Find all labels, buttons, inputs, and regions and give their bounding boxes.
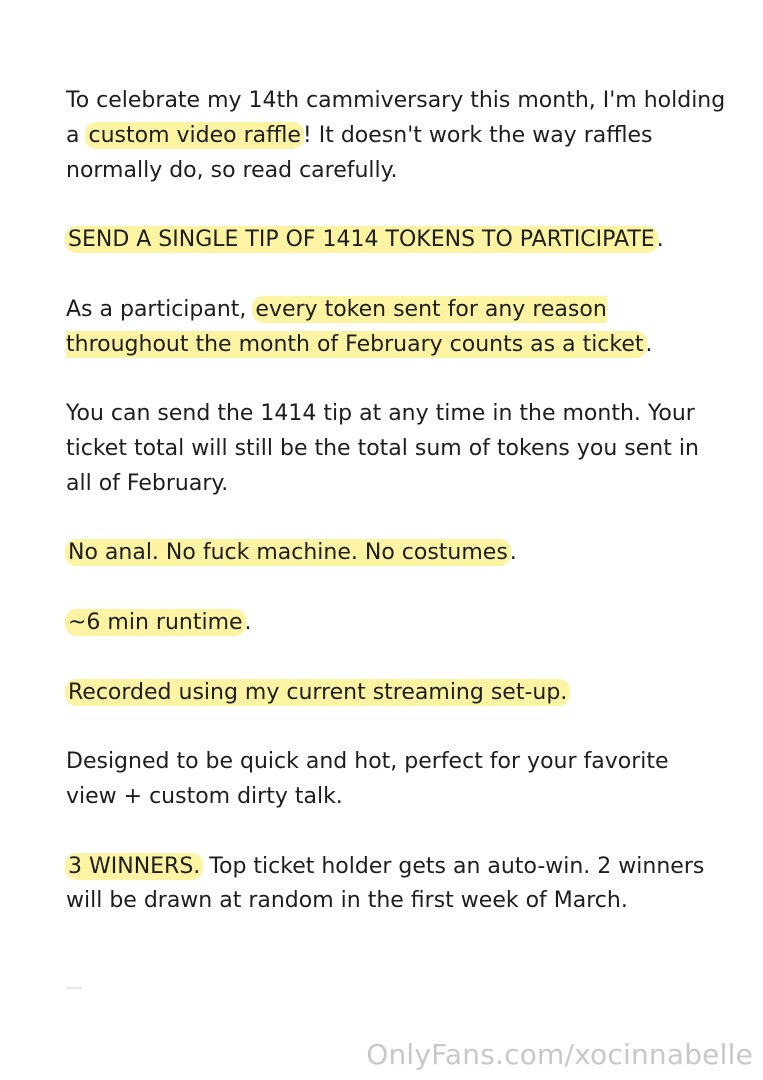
paragraph-participant xyxy=(66,293,726,363)
spacer xyxy=(66,188,726,223)
intro-text: To celebrate my 14th cammiversary this month, I'm holding a xyxy=(66,88,726,148)
participant-text-end: . xyxy=(645,331,653,357)
paragraph-tip-timing: You can send the 1414 tip at any time in the month. Your ticket total will still be the total sum of tokens you sent in all of February. xyxy=(66,401,699,496)
spacer xyxy=(66,571,726,606)
spacer xyxy=(66,815,726,850)
highlight-ticket-rule: every token sent for any reason throughout the month of February counts as a ticket xyxy=(66,296,644,357)
spacer xyxy=(66,502,726,537)
paragraph-winners xyxy=(66,850,726,920)
spacer xyxy=(66,362,726,397)
paragraph-tip-instruction xyxy=(66,223,726,258)
announcement-text xyxy=(66,84,726,919)
highlight-winners: 3 WINNERS. xyxy=(68,853,201,879)
highlight-recording: Recorded using my current streaming set-up. xyxy=(68,679,568,705)
spacer xyxy=(66,641,726,676)
paragraph-restrictions xyxy=(66,536,726,571)
paragraph-intro xyxy=(66,84,726,188)
watermark: OnlyFans.com/xocinnabelle xyxy=(366,1038,753,1071)
runtime-end: . xyxy=(244,609,252,635)
paragraph-runtime xyxy=(66,606,726,641)
highlight-restrictions: No anal. No fuck machine. No costumes xyxy=(68,540,508,566)
highlight-tip-instruction: SEND A SINGLE TIP OF 1414 TOKENS TO PARTICIPATE xyxy=(68,227,655,253)
paragraph-design: Designed to be quick and hot, perfect for your favorite view + custom dirty talk. xyxy=(66,749,669,809)
winners-text: Top ticket holder gets an auto-win. 2 winners will be drawn at random in the first week of March. xyxy=(66,853,705,914)
highlight-custom-video-raffle: custom video raffle xyxy=(88,122,301,148)
paragraph-recording xyxy=(66,676,726,711)
restrictions-end: . xyxy=(509,540,517,566)
participant-text: As a participant, xyxy=(66,296,254,322)
divider-mark xyxy=(66,987,82,989)
intro-text-end: ! It doesn't work the way raffles normally do, so read carefully. xyxy=(66,122,653,183)
tip-instruction-end: . xyxy=(656,227,664,253)
spacer xyxy=(66,258,726,293)
highlight-runtime: ~6 min runtime xyxy=(68,609,243,635)
spacer xyxy=(66,710,726,745)
